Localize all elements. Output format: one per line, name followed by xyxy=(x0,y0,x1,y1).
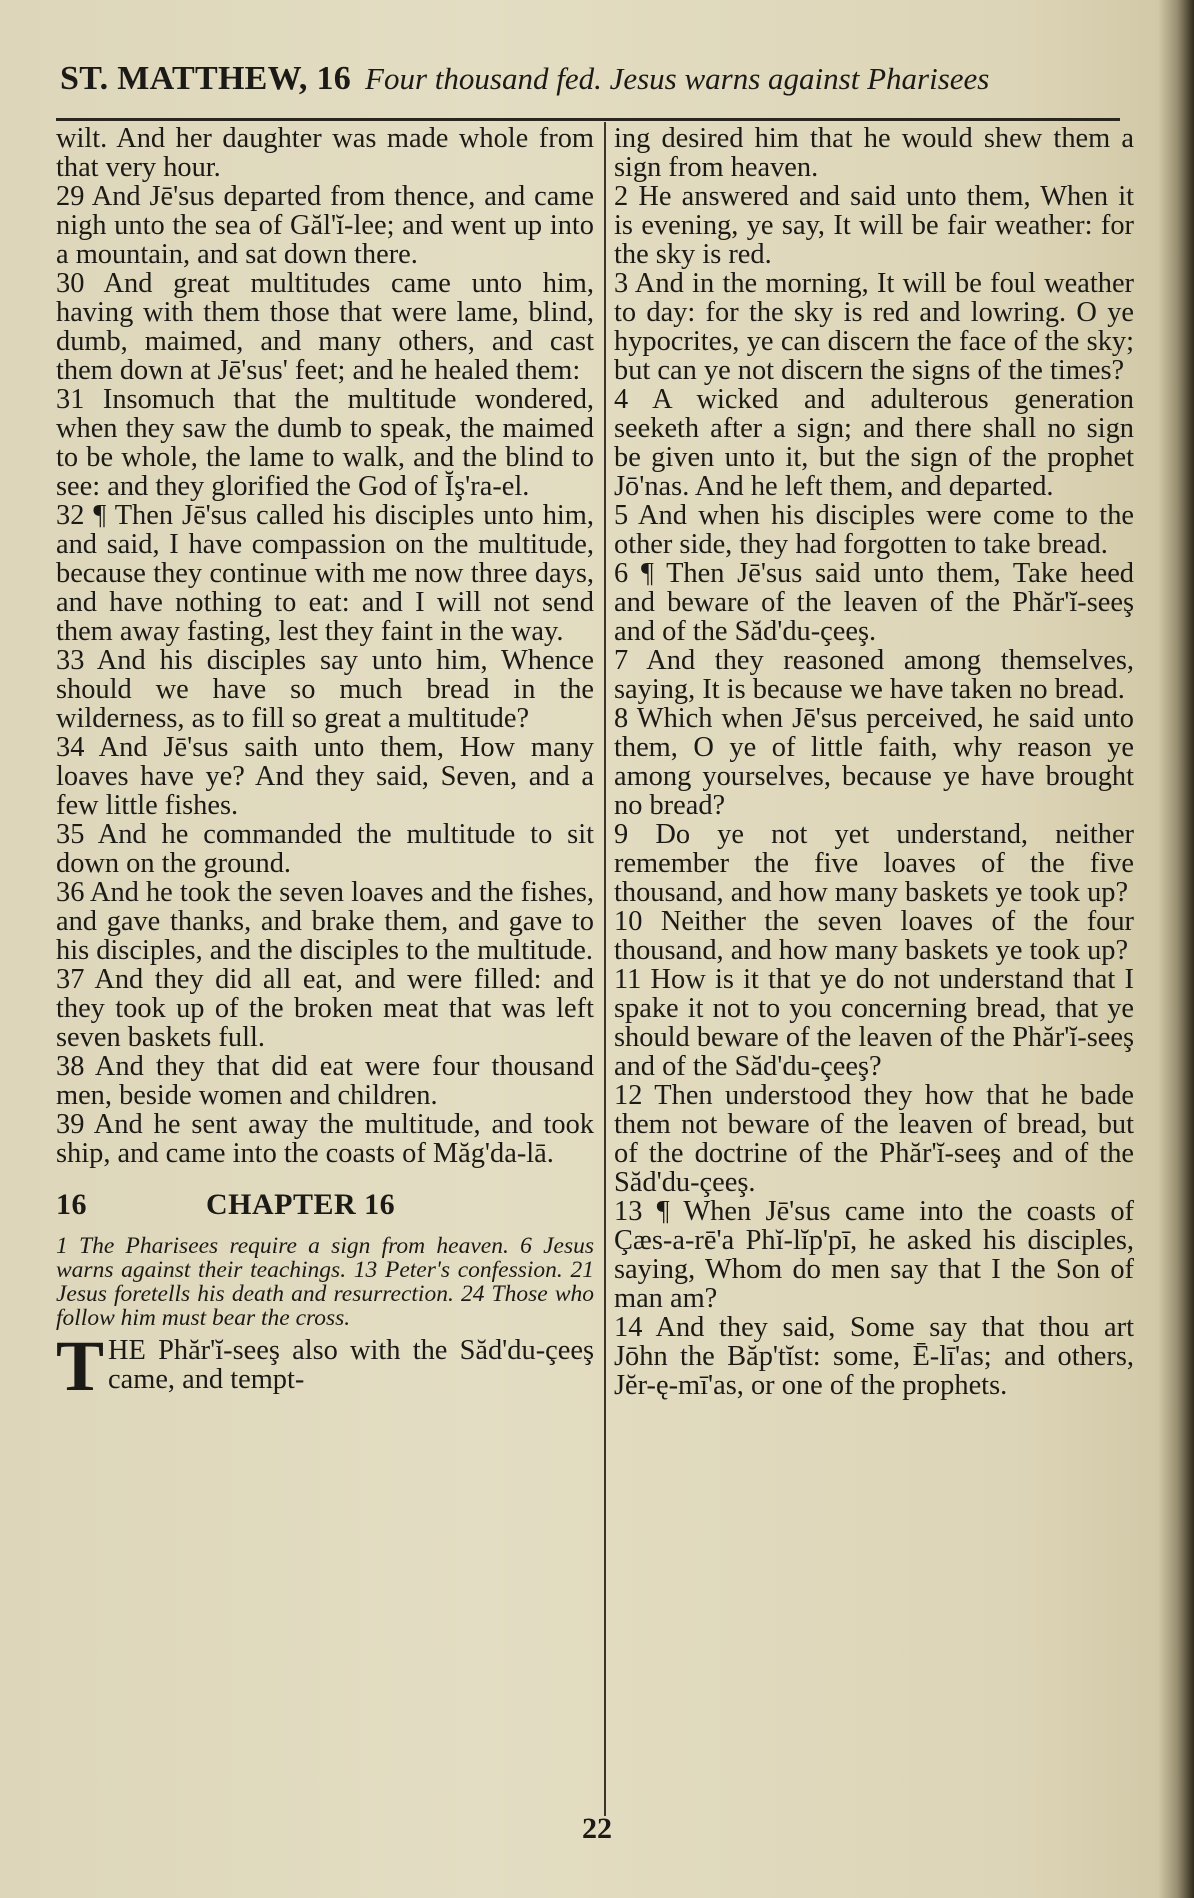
verse-15-35: 35 And he commanded the multitude to sit down on the ground. xyxy=(56,819,594,879)
page-number: 22 xyxy=(582,1812,612,1845)
running-header xyxy=(60,60,1122,116)
verse-15-36: 36 And he took the seven loaves and the fishes, and gave thanks, and brake them, and gave to his disciples, and the disciples to the multitude. xyxy=(56,877,594,966)
right-column xyxy=(614,124,1134,1814)
left-column xyxy=(56,124,594,1814)
verse-15-38: 38 And they that did eat were four thousand men, beside women and children. xyxy=(56,1051,594,1111)
verse-15-39: 39 And he sent away the multitude, and took ship, and came into the coasts of Măg'da-lā. xyxy=(56,1109,594,1169)
verse-15-31: 31 Insomuch that the multitude wondered, when they saw the dumb to speak, the maimed to be whole, the lame to walk, and the blind to see: and they glorified the God of Ĭş'ra-el. xyxy=(56,384,594,502)
verse-16-6: 6 ¶ Then Jē'sus said unto them, Take heed and beware of the leaven of the Phăr'ĭ-seeş and of the Săd'du-çeeş. xyxy=(614,558,1134,647)
verse-15-32: 32 ¶ Then Jē'sus called his disciples unto him, and said, I have compassion on the multitude, because they continue with me now three days, and have nothing to eat: and I will not send them away fasting, lest they faint in the way. xyxy=(56,500,594,647)
verse-16-10: 10 Neither the seven loaves of the four thousand, and how many baskets ye took up? xyxy=(614,906,1134,966)
verse-16-2: 2 He answered and said unto them, When it is evening, ye say, It will be fair weather: for the sky is red. xyxy=(614,181,1134,270)
verse-15-29: 29 And Jē'sus departed from thence, and came nigh unto the sea of Găl'ĭ-lee; and went up into a mountain, and sat down there. xyxy=(56,181,594,270)
verse-15-33: 33 And his disciples say unto him, Whence should we have so much bread in the wilderness, as to fill so great a multitude? xyxy=(56,645,594,734)
verse-15-34: 34 And Jē'sus saith unto them, How many loaves have ye? And they said, Seven, and a few little fishes. xyxy=(56,732,594,821)
verse-16-3: 3 And in the morning, It will be foul weather to day: for the sky is red and lowring. O ye hypocrites, ye can discern the face of the sky; but can ye not discern the signs of the times? xyxy=(614,268,1134,386)
drop-cap: T xyxy=(56,1326,105,1406)
column-divider xyxy=(604,122,606,1816)
verse-16-1-start: HE Phăr'ĭ-seeş also with the Săd'du-çeeş came, and tempt- xyxy=(108,1335,594,1395)
binding-shadow xyxy=(1158,0,1194,1898)
verse-16-5: 5 And when his disciples were come to the other side, they had forgotten to take bread. xyxy=(614,500,1134,560)
verse-16-9: 9 Do ye not yet understand, neither remember the five loaves of the five thousand, and how many baskets ye took up? xyxy=(614,819,1134,908)
verse-15-37: 37 And they did all eat, and were filled: and they took up of the broken meat that was left seven baskets full. xyxy=(56,964,594,1053)
verse-16-14: 14 And they said, Some say that thou art Jōhn the Băp'tĭst: some, Ē-lī'as; and others, Jĕr-ę-mī'as, or one of the prophets. xyxy=(614,1312,1134,1401)
verse-15-28-end: wilt. And her daughter was made whole from that very hour. xyxy=(56,124,594,183)
verse-16-13: 13 ¶ When Jē'sus came into the coasts of Çæs-a-rē'a Phĭ-lĭp'pī, he asked his disciples, saying, Whom do men say that I the Son of man am? xyxy=(614,1196,1134,1314)
chapter-number: 16 xyxy=(56,1188,87,1221)
verse-16-11: 11 How is it that ye do not understand that I spake it not to you concerning bread, that ye should beware of the leaven of the Phăr'ĭ-seeş and of the Săd'du-çeeş? xyxy=(614,964,1134,1082)
verse-16-12: 12 Then understood they how that he bade them not beware of the leaven of bread, but of the doctrine of the Phăr'ĭ-seeş and of the Săd'du-çeeş. xyxy=(614,1080,1134,1198)
header-rule xyxy=(56,118,1120,121)
chapter-opening xyxy=(56,1326,594,1406)
verse-16-7: 7 And they reasoned among themselves, saying, It is because we have taken no bread. xyxy=(614,645,1134,705)
book-chapter-title: ST. MATTHEW, 16 xyxy=(60,60,352,97)
chapter-heading xyxy=(56,1190,594,1230)
verse-16-8: 8 Which when Jē'sus perceived, he said unto them, O ye of little faith, why reason ye among yourselves, because ye have brought no bread? xyxy=(614,703,1134,821)
page-summary: Four thousand fed. Jesus warns against Pharisees xyxy=(365,61,990,96)
verse-16-4: 4 A wicked and adulterous generation seeketh after a sign; and there shall no sign be given unto it, but the sign of the prophet Jō'nas. And he left them, and departed. xyxy=(614,384,1134,502)
verse-16-1-end: ing desired him that he would shew them a sign from heaven. xyxy=(614,124,1134,183)
chapter-title: CHAPTER 16 xyxy=(206,1188,396,1221)
chapter-summary: 1 The Pharisees require a sign from heaven. 6 Jesus warns against their teachings. 13 Peter's confession. 21 Jesus foretells his death and resurrection. 24 Those who follow him must bear the cross. xyxy=(56,1233,594,1331)
verse-15-30: 30 And great multitudes came unto him, having with them those that were lame, blind, dumb, maimed, and many others, and cast them down at Jē'sus' feet; and he healed them: xyxy=(56,268,594,386)
